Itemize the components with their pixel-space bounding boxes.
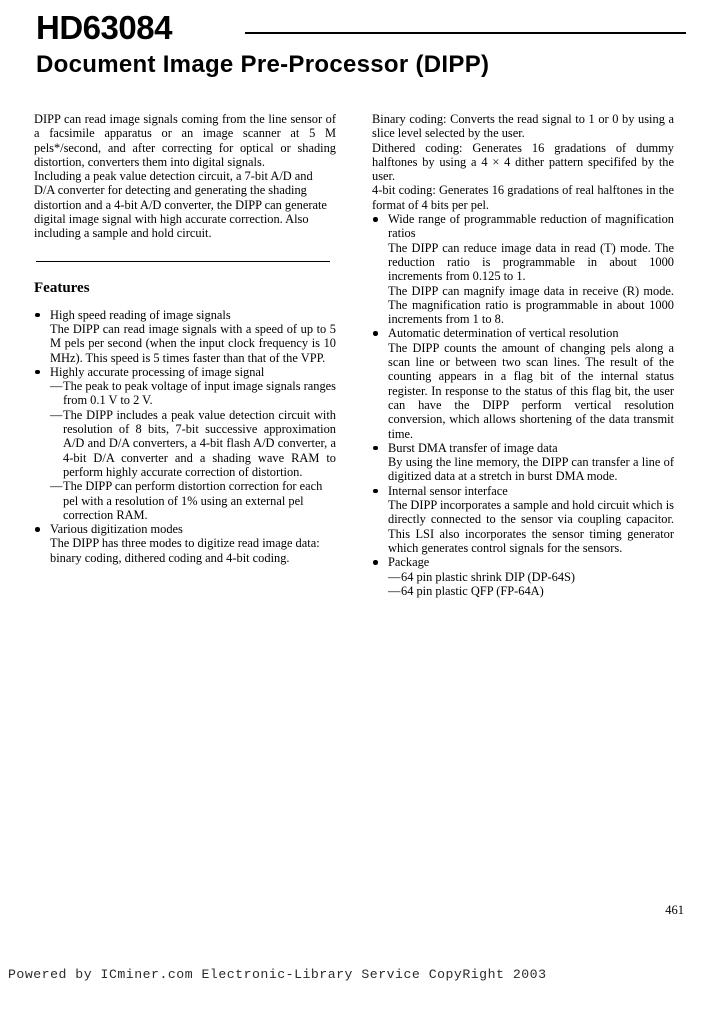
list-item [372,326,674,440]
features-heading: Features [34,279,90,296]
feature-subitem [50,479,336,522]
intro-paragraph-1: DIPP can read image signals coming from the line sensor of a facsimile apparatus or an image scanner at 5 M pels*/second, and after correcting for optical or shading distortion, converters them into digital signals. [34,112,336,169]
feature-title: Automatic determination of vertical resolution [388,326,619,341]
feature-title: Internal sensor interface [388,483,508,498]
feature-body: The DIPP incorporates a sample and hold circuit which is directly connected to the sensor via coupling capacitor. This LSI also incorporates the sensor timing generator which generates control signals for the sensors. [388,498,674,555]
section-divider [36,261,330,262]
dash-icon: — [50,479,63,494]
document-title: Document Image Pre-Processor (DIPP) [36,51,490,78]
feature-body: The DIPP has three modes to digitize read image data: binary coding, dithered coding and 4-bit coding. [50,536,320,565]
continued-body-1: Binary coding: Converts the read signal to 1 or 0 by using a slice level selected by the user. [372,112,674,141]
list-item [34,308,336,365]
feature-title: Various digitization modes [50,522,183,537]
part-number: HD63084 [36,9,172,46]
continued-body-2: Dithered coding: Generates 16 gradations of dummy halftones by using a 4 × 4 dither pattern specififed by the user. [372,140,674,184]
list-item [372,212,674,326]
bullet-dot-icon [35,313,40,318]
bullet-dot-icon [35,370,40,375]
bullet-dot-icon [373,560,378,565]
feature-body: The DIPP counts the amount of changing pels along a scan line or between two scan lines. The result of the counting appears in a flag bit of the internal status register. In response to the status of this flag bit, the user can have the DIPP perform vertical resolution conversion, which allows shortening of the data transmit time. [388,340,674,441]
feature-title: High speed reading of image signals [50,307,231,322]
dash-icon: — [50,407,63,422]
feature-subitem-text: The DIPP includes a peak value detection circuit with resolution of 8 bits, 7-bit successive approximation A/D and D/A converters, a 4-bit flash A/D converter, a 4-bit D/A converter and a shading wave RAM to perform highly accurate correction of distortion. [63,407,336,479]
package-list [388,570,674,599]
page-number: 461 [665,903,684,917]
list-item [372,555,674,598]
list-item [372,441,674,484]
footer-credit: Powered by ICminer.com Electronic-Library Service CopyRight 2003 [8,967,547,982]
feature-title: Package [388,555,430,570]
package-item-text: 64 pin plastic QFP (FP-64A) [401,583,544,598]
bullet-dot-icon [373,331,378,336]
feature-subitem-text: The peak to peak voltage of input image signals ranges from 0.1 V to 2 V. [63,379,336,408]
package-item [388,570,674,584]
intro-paragraph-2: Including a peak value detection circuit, a 7-bit A/D and D/A converter for detecting and generating the shading distortion and a 4-bit A/D converter, the DIPP can generate digital image signal with high accurate correction. Also including a sample and hold circuit. [34,169,327,241]
features-list-left [34,308,336,565]
list-item [34,522,336,565]
list-item [372,484,674,555]
bullet-dot-icon [373,446,378,451]
feature-body: The DIPP can reduce image data in read (T) mode. The reduction ratio is programmable in about 1000 increments from 0.125 to 1. [388,240,674,284]
feature-subitem-list [50,379,336,522]
feature-subitem [50,379,336,408]
bullet-dot-icon [373,489,378,494]
list-item [34,365,336,522]
package-item [388,584,674,598]
package-item-text: 64 pin plastic shrink DIP (DP-64S) [401,569,576,584]
feature-title: Burst DMA transfer of image data [388,440,558,455]
left-column [34,112,336,565]
right-column [372,112,674,598]
dash-icon: — [50,379,63,394]
dash-icon: — [388,583,401,598]
continued-body-3: 4-bit coding: Generates 16 gradations of real halftones in the format of 4 bits per pel. [372,183,674,212]
page-header [36,10,686,90]
feature-subitem [50,408,336,479]
feature-body: The DIPP can read image signals with a speed of up to 5 M pels per second (when the input clock frequency is 10 MHz). This speed is 5 times faster than that of the VPP. [50,321,336,365]
feature-title: Highly accurate processing of image signal [50,364,265,379]
feature-body: By using the line memory, the DIPP can transfer a line of digitized data at a stretch in burst DMA mode. [388,455,674,484]
features-list-right [372,212,674,598]
bullet-dot-icon [373,217,378,222]
header-rule [245,32,686,34]
dash-icon: — [388,569,401,584]
feature-body-2: The DIPP can magnify image data in receive (R) mode. The magnification ratio is programmable in about 1000 increments from 1 to 8. [388,283,674,327]
bullet-dot-icon [35,527,40,532]
feature-title: Wide range of programmable reduction of magnification ratios [388,212,674,241]
feature-subitem-text: The DIPP can perform distortion correction for each pel with a resolution of 1% using an external pel correction RAM. [63,479,323,522]
